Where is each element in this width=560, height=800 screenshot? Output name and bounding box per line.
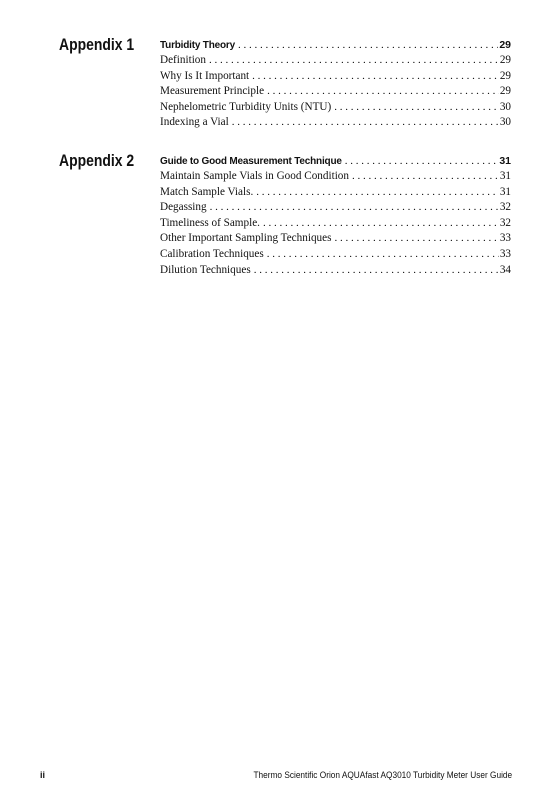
toc-entry-page: 29 [499,85,511,98]
toc-entry-title: Degassing [160,201,207,214]
toc-entry-page: 30 [499,116,511,129]
dot-leader [331,100,499,116]
appendix-1-toc [160,37,511,131]
dot-leader [264,84,499,100]
toc-heading-page: 29 [499,39,511,51]
dot-leader [264,247,499,263]
toc-entry-degassing[interactable] [160,200,511,216]
toc-entry-why-is-it-important[interactable] [160,69,511,85]
footer-document-title: Thermo Scientific Orion AQUAfast AQ3010 Turbidity Meter User Guide [253,770,512,780]
toc-entry-title: Measurement Principle [160,85,265,98]
dot-leader [349,169,499,185]
toc-entry-page: 32 [499,216,511,229]
toc-entry-page: 33 [499,232,511,245]
dot-leader [206,53,499,69]
toc-entry-ntu[interactable] [160,100,511,116]
toc-entry-measurement-principle[interactable] [160,84,511,100]
toc-entry-page: 31 [499,170,511,182]
page-footer [0,769,560,783]
toc-entry-maintain-sample-vials[interactable] [160,169,511,185]
toc-entry-page: 29 [499,54,511,66]
toc-heading-page: 31 [499,155,511,167]
dot-leader [235,37,498,53]
toc-entry-match-sample-vials[interactable] [160,185,511,201]
dot-leader [251,263,499,279]
toc-entry-page: 30 [499,100,511,113]
toc-entry-page: 33 [499,247,511,260]
toc-entry-title: Nephelometric Turbidity Units (NTU) [160,100,332,113]
toc-entry-page: 31 [499,185,511,198]
dot-leader [342,153,499,169]
toc-entry-page: 32 [499,201,511,214]
dot-leader [331,231,498,247]
toc-entry-calibration-techniques[interactable] [160,247,511,263]
toc-entry-title: Match Sample Vials. [160,185,254,198]
appendix-2-toc [160,153,511,278]
toc-entry-timeliness-of-sample[interactable] [160,216,511,232]
toc-entry-title: Dilution Techniques [160,263,251,276]
dot-leader [229,115,499,131]
toc-heading-turbidity-theory[interactable] [160,37,511,53]
footer-page-number: ii [40,770,46,780]
dot-leader [260,216,499,232]
toc-entry-title: Timeliness of Sample. [160,216,260,229]
appendix-2-label: Appendix 2 [59,151,135,170]
dot-leader [207,200,499,216]
appendix-1-label: Appendix 1 [59,35,135,54]
toc-entry-page: 34 [499,263,511,276]
dot-leader [253,185,499,201]
toc-heading-measurement-technique[interactable] [160,153,511,169]
toc-heading-title: Turbidity Theory [160,40,235,51]
toc-entry-title: Calibration Techniques [160,247,264,260]
toc-heading-title: Guide to Good Measurement Technique [160,156,342,167]
toc-entry-other-sampling-techniques[interactable] [160,231,511,247]
toc-entry-page: 29 [499,69,511,82]
toc-entry-title: Other Important Sampling Techniques [160,232,332,245]
toc-entry-title: Definition [160,54,206,66]
toc-entry-title: Maintain Sample Vials in Good Condition [160,170,349,182]
toc-entry-definition[interactable] [160,53,511,69]
toc-entry-dilution-techniques[interactable] [160,263,511,279]
toc-entry-title: Why Is It Important [160,69,250,82]
toc-entry-indexing-a-vial[interactable] [160,115,511,131]
dot-leader [249,69,499,85]
toc-entry-title: Indexing a Vial [160,116,229,129]
